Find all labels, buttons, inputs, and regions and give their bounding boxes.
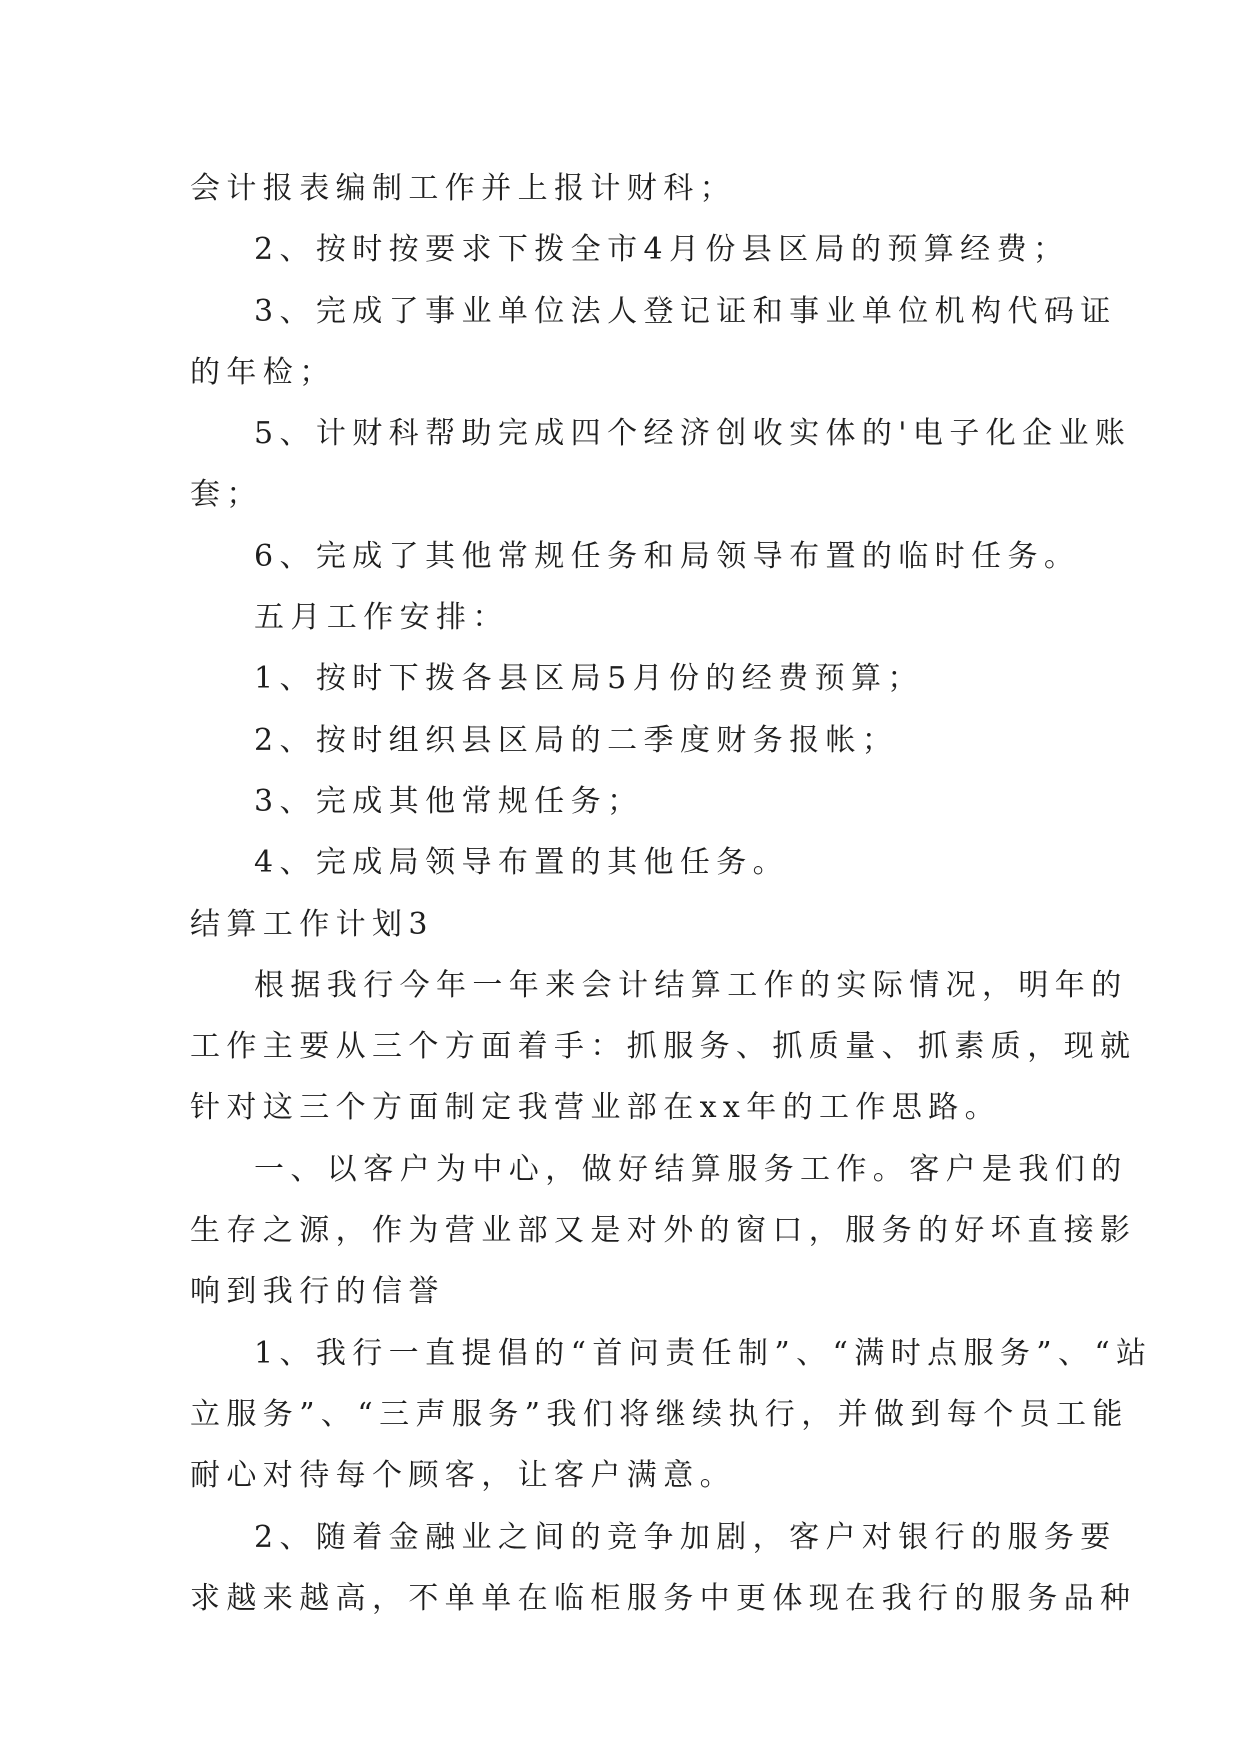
text-line: 2、按时按要求下拨全市4月份县区局的预算经费；: [254, 232, 1070, 268]
text-line: 3、完成了事业单位法人登记证和事业单位机构代码证: [254, 293, 1117, 329]
text-line: 根据我行今年一年来会计结算工作的实际情况，明年的: [254, 967, 1128, 1003]
document-body: [190, 158, 1153, 1629]
text-line: 立服务”、“三声服务”我们将继续执行，并做到每个员工能: [190, 1396, 1129, 1432]
text-line: 1、按时下拨各县区局5月份的经费预算；: [254, 661, 924, 697]
text-line: 五月工作安排：: [254, 600, 509, 636]
text-line: 6、完成了其他常规任务和局领导布置的临时任务。: [254, 538, 1081, 574]
text-line: 的年检；: [190, 354, 336, 390]
text-line: 2、按时组织县区局的二季度财务报帐；: [254, 722, 899, 758]
text-line: 套；: [190, 477, 263, 513]
text-line: 3、完成其他常规任务；: [254, 783, 644, 819]
text-line: 响到我行的信誉: [190, 1274, 445, 1310]
text-line: 会计报表编制工作并上报计财科；: [190, 171, 736, 206]
text-line: 生存之源，作为营业部又是对外的窗口，服务的好坏直接影: [190, 1213, 1137, 1249]
text-line: 2、随着金融业之间的竞争加剧，客户对银行的服务要: [254, 1519, 1117, 1555]
text-line: 针对这三个方面制定我营业部在xx年的工作思路。: [190, 1090, 1002, 1126]
text-line: 求越来越高，不单单在临柜服务中更体现在我行的服务品种: [190, 1580, 1137, 1616]
text-line: 一、以客户为中心，做好结算服务工作。客户是我们的: [254, 1151, 1128, 1187]
text-line: 1、我行一直提倡的“首问责任制”、“满时点服务”、“站: [254, 1335, 1153, 1371]
text-line: 4、完成局领导布置的其他任务。: [254, 845, 790, 881]
section-heading: 结算工作计划3: [190, 906, 434, 942]
text-line: 耐心对待每个顾客，让客户满意。: [190, 1458, 736, 1494]
text-line: 5、计财科帮助完成四个经济创收实体的'电子化企业账: [254, 416, 1132, 452]
text-line: 工作主要从三个方面着手：抓服务、抓质量、抓素质，现就: [190, 1029, 1137, 1065]
